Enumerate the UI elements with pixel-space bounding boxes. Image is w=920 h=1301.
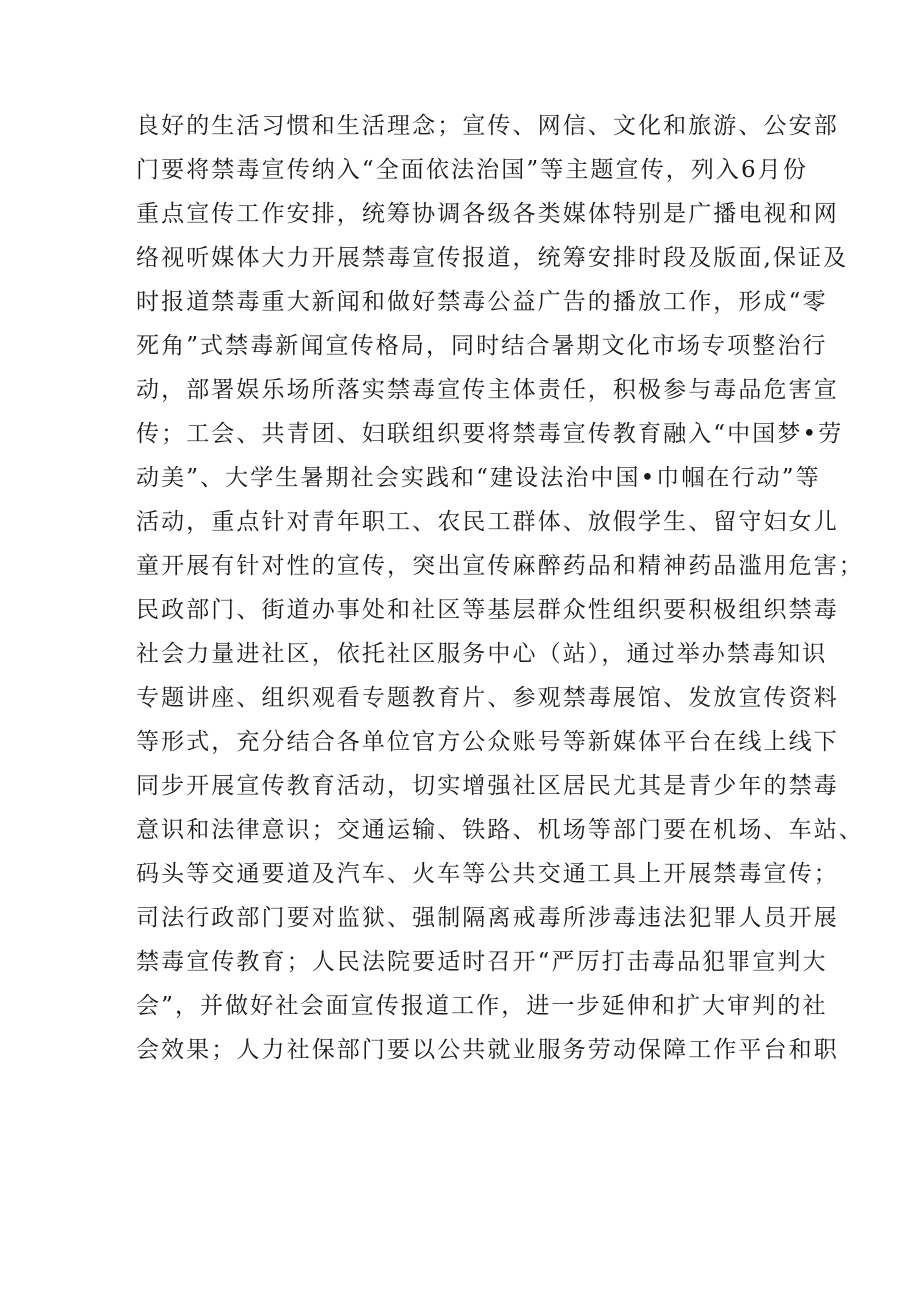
text-line-22: 会效果；人力社保部门要以公共就业服务劳动保障工作平台和职: [136, 1037, 839, 1063]
body-paragraph: [136, 104, 864, 1072]
text-line-12: 民政部门、街道办事处和社区等基层群众性组织要积极组织禁毒: [136, 597, 839, 623]
text-line-3: 重点宣传工作安排，统筹协调各级各类媒体特别是广播电视和网: [136, 201, 839, 227]
text-line-19: 司法行政部门要对监狱、强制隔离戒毒所涉毒违法犯罪人员开展: [136, 905, 839, 931]
text-line-2: 门要将禁毒宣传纳入“全面依法治国”等主题宣传，列入6月份: [136, 157, 808, 183]
text-line-17: 意识和法律意识；交通运输、铁路、机场等部门要在机场、车站、: [136, 817, 864, 843]
text-line-13: 社会力量进社区，依托社区服务中心（站），通过举办禁毒知识: [136, 641, 828, 667]
text-line-8: 传；工会、共青团、妇联组织要将禁毒宣传教育融入“中国梦•劳: [136, 421, 844, 447]
text-line-6: 死角”式禁毒新闻宣传格局，同时结合暑期文化市场专项整治行: [136, 333, 828, 359]
text-line-14: 专题讲座、组织观看专题教育片、参观禁毒展馆、发放宣传资料: [136, 685, 839, 711]
text-line-21: 会”，并做好社会面宣传报道工作，进一步延伸和扩大审判的社: [136, 993, 828, 1019]
text-line-4: 络视听媒体大力开展禁毒宣传报道，统筹安排时段及版面,保证及: [136, 245, 849, 271]
text-line-15: 等形式，充分结合各单位官方公众账号等新媒体平台在线上线下: [136, 729, 839, 755]
text-line-18: 码头等交通要道及汽车、火车等公共交通工具上开展禁毒宣传；: [136, 861, 839, 887]
text-line-5: 时报道禁毒重大新闻和做好禁毒公益广告的播放工作，形成“零: [136, 289, 828, 315]
text-line-11: 童开展有针对性的宣传，突出宣传麻醉药品和精神药品滥用危害；: [136, 553, 864, 579]
text-line-7: 动，部署娱乐场所落实禁毒宣传主体责任，积极参与毒品危害宣: [136, 377, 839, 403]
text-line-20: 禁毒宣传教育；人民法院要适时召开“严厉打击毒品犯罪宣判大: [136, 949, 828, 975]
text-line-1: 良好的生活习惯和生活理念；宣传、网信、文化和旅游、公安部: [136, 113, 839, 139]
text-line-16: 同步开展宣传教育活动，切实增强社区居民尤其是青少年的禁毒: [136, 773, 839, 799]
text-line-10: 活动，重点针对青年职工、农民工群体、放假学生、留守妇女儿: [136, 509, 839, 535]
text-line-9: 动美”、大学生暑期社会实践和“建设法治中国•巾帼在行动”等: [136, 465, 821, 491]
